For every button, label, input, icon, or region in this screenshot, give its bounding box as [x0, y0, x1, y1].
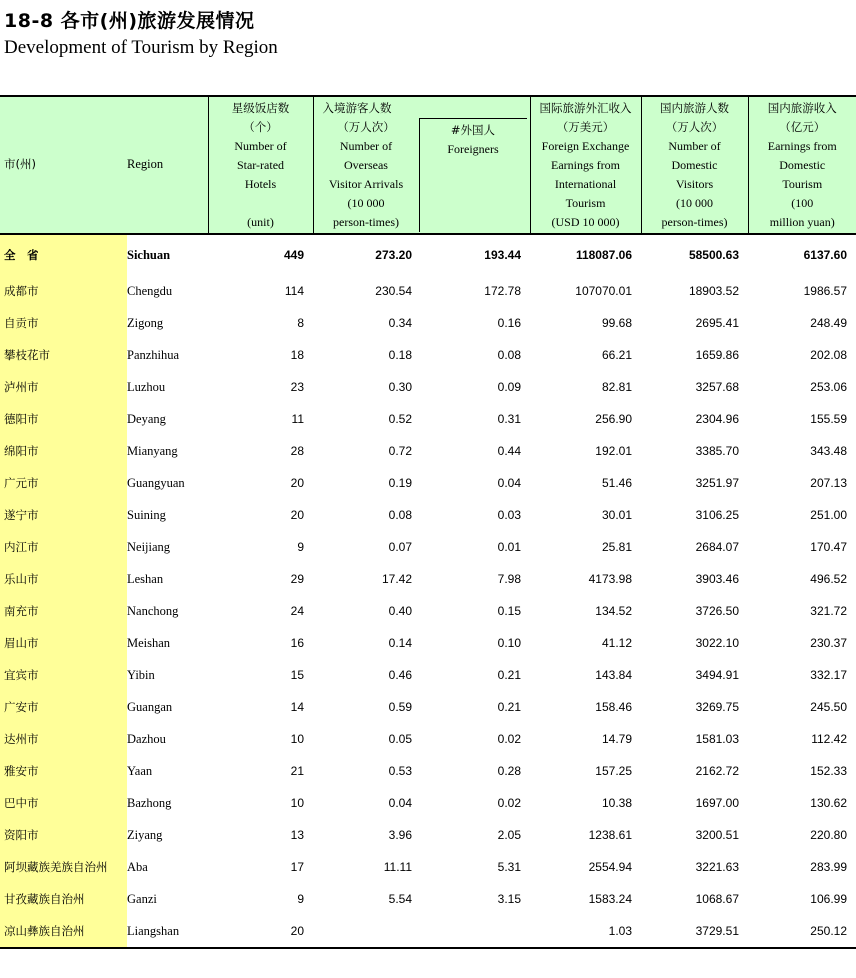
cell-forex: 4173.98 [588, 572, 632, 586]
cell-city: 遂宁市 [0, 499, 127, 531]
cell-region: Ziyang [127, 827, 163, 842]
cell-dom-visitors: 3729.51 [641, 915, 748, 948]
cell-region: Yibin [127, 667, 155, 682]
cell-dom-visitors: 1581.03 [695, 732, 739, 746]
cell-hotels: 17 [290, 860, 304, 874]
cell-city: 巴中市 [0, 787, 127, 819]
cell-hotels: 23 [290, 380, 304, 394]
cell-hotels: 8 [297, 316, 304, 330]
cell-dom-visitors: 3221.63 [695, 860, 739, 874]
cell-dom-earnings: 202.08 [810, 348, 847, 362]
header-region: Region [127, 96, 208, 234]
cell-arrivals: 0.05 [388, 732, 412, 746]
cell-arrivals: 273.20 [375, 248, 412, 262]
cell-arrivals [313, 915, 421, 948]
cell-hotels: 10 [290, 796, 304, 810]
cell-arrivals: 3.96 [388, 828, 412, 842]
table-row [0, 595, 856, 627]
cell-region: Mianyang [127, 443, 178, 458]
cell-region: Aba [127, 859, 148, 874]
table-row [0, 403, 856, 435]
cell-region: Dazhou [127, 731, 166, 746]
cell-dom-visitors: 1697.00 [695, 796, 739, 810]
cell-hotels: 11 [291, 412, 304, 426]
page-title-cn: 18-8 各市(州)旅游发展情况 [4, 10, 255, 32]
cell-foreigners: 0.02 [497, 796, 521, 810]
cell-foreigners: 193.44 [484, 248, 521, 262]
cell-dom-earnings: 130.62 [810, 796, 847, 810]
cell-dom-earnings: 220.80 [810, 828, 847, 842]
cell-region: Meishan [127, 635, 171, 650]
header-foreigners: #外国人 Foreigners [419, 118, 527, 232]
header-domestic-earnings: 国内旅游收入 （亿元） Earnings from Domestic Tourism (100 million yuan) [748, 96, 856, 234]
cell-city: 广元市 [0, 467, 127, 499]
table-row [0, 275, 856, 307]
cell-region: Yaan [127, 763, 153, 778]
cell-forex: 82.81 [601, 380, 632, 394]
cell-region: Guangyuan [127, 475, 185, 490]
cell-forex: 66.21 [601, 348, 632, 362]
cell-foreigners: 0.44 [497, 444, 521, 458]
cell-city: 内江市 [0, 531, 127, 563]
cell-forex: 143.84 [595, 668, 632, 682]
cell-dom-visitors: 3903.46 [695, 572, 739, 586]
cell-city: 甘孜藏族自治州 [0, 883, 127, 915]
cell-foreigners: 7.98 [497, 572, 521, 586]
cell-dom-earnings: 321.72 [810, 604, 847, 618]
cell-dom-visitors: 58500.63 [688, 248, 739, 262]
table-row [0, 499, 856, 531]
table-row [0, 531, 856, 563]
cell-foreigners: 0.21 [497, 668, 521, 682]
cell-dom-visitors: 1659.86 [695, 348, 739, 362]
table-row [0, 627, 856, 659]
cell-foreigners: 0.01 [497, 540, 521, 554]
cell-forex: 1238.61 [588, 828, 632, 842]
cell-dom-visitors: 18903.52 [688, 284, 739, 298]
cell-foreigners: 0.09 [497, 380, 521, 394]
cell-hotels: 15 [290, 668, 304, 682]
cell-foreigners: 0.28 [497, 764, 521, 778]
cell-city: 绵阳市 [0, 435, 127, 467]
cell-dom-visitors: 2684.07 [695, 540, 739, 554]
cell-region: Suining [127, 507, 166, 522]
cell-dom-visitors: 3385.70 [695, 444, 739, 458]
cell-region: Neijiang [127, 539, 171, 554]
cell-foreigners: 0.31 [497, 412, 521, 426]
table-row [0, 371, 856, 403]
cell-foreigners: 0.04 [497, 476, 521, 490]
cell-foreigners: 5.31 [497, 860, 521, 874]
cell-forex: 134.52 [595, 604, 632, 618]
cell-dom-earnings: 207.13 [810, 476, 847, 490]
cell-hotels: 114 [284, 284, 304, 298]
cell-dom-visitors: 3494.91 [695, 668, 739, 682]
cell-dom-visitors: 3726.50 [695, 604, 739, 618]
cell-dom-earnings: 253.06 [810, 380, 847, 394]
cell-hotels: 29 [290, 572, 304, 586]
cell-arrivals: 0.52 [388, 412, 412, 426]
cell-arrivals: 0.46 [388, 668, 412, 682]
cell-dom-visitors: 3022.10 [695, 636, 739, 650]
cell-foreigners: 2.05 [497, 828, 521, 842]
cell-region: Ganzi [127, 891, 157, 906]
cell-hotels: 20 [290, 508, 304, 522]
cell-forex: 30.01 [601, 508, 632, 522]
cell-arrivals: 0.19 [388, 476, 412, 490]
cell-city: 攀枝花市 [0, 339, 127, 371]
cell-hotels: 14 [290, 700, 304, 714]
cell-dom-earnings: 248.49 [810, 316, 847, 330]
table-row [0, 851, 856, 883]
cell-dom-visitors: 2162.72 [695, 764, 739, 778]
cell-city: 乐山市 [0, 563, 127, 595]
cell-city: 德阳市 [0, 403, 127, 435]
table-body [0, 234, 856, 948]
table-row-total [0, 234, 856, 275]
cell-dom-visitors: 3257.68 [695, 380, 739, 394]
cell-dom-earnings: 250.12 [748, 915, 856, 948]
cell-dom-earnings: 106.99 [810, 892, 847, 906]
cell-hotels: 20 [290, 476, 304, 490]
cell-foreigners [421, 915, 530, 948]
cell-hotels: 18 [290, 348, 304, 362]
cell-arrivals: 0.18 [388, 348, 412, 362]
cell-arrivals: 0.40 [388, 604, 412, 618]
cell-arrivals: 17.42 [381, 572, 412, 586]
cell-dom-earnings: 245.50 [810, 700, 847, 714]
cell-forex: 192.01 [595, 444, 632, 458]
cell-forex: 99.68 [601, 316, 632, 330]
table-row [0, 659, 856, 691]
table-row [0, 307, 856, 339]
page-title-en: Development of Tourism by Region [4, 37, 278, 58]
cell-foreigners: 0.16 [497, 316, 521, 330]
header-domestic-visitors: 国内旅游人数 （万人次） Number of Domestic Visitors (10 000 person-times) [641, 96, 748, 234]
cell-region: Panzhihua [127, 347, 180, 362]
cell-hotels: 24 [290, 604, 304, 618]
cell-city: 达州市 [0, 723, 127, 755]
cell-region: Luzhou [127, 379, 166, 394]
cell-forex: 41.12 [601, 636, 632, 650]
cell-hotels: 20 [208, 915, 313, 948]
cell-forex: 51.46 [601, 476, 632, 490]
cell-city: 凉山彝族自治州 [0, 915, 127, 948]
cell-forex: 10.38 [601, 796, 632, 810]
cell-dom-earnings: 332.17 [810, 668, 847, 682]
cell-arrivals: 5.54 [388, 892, 412, 906]
cell-forex: 14.79 [601, 732, 632, 746]
table-row [0, 755, 856, 787]
cell-city: 南充市 [0, 595, 127, 627]
cell-dom-visitors: 3200.51 [695, 828, 739, 842]
cell-dom-earnings: 6137.60 [803, 248, 847, 262]
cell-forex: 107070.01 [575, 284, 632, 298]
cell-forex: 1583.24 [588, 892, 632, 906]
cell-foreigners: 0.15 [497, 604, 521, 618]
cell-dom-visitors: 2304.96 [695, 412, 739, 426]
cell-city: 全 省 [0, 234, 127, 275]
cell-foreigners: 0.21 [497, 700, 521, 714]
cell-foreigners: 0.03 [497, 508, 521, 522]
cell-arrivals: 0.14 [388, 636, 412, 650]
cell-dom-earnings: 152.33 [810, 764, 847, 778]
cell-dom-earnings: 230.37 [810, 636, 847, 650]
cell-dom-earnings: 251.00 [810, 508, 847, 522]
cell-foreigners: 0.08 [497, 348, 521, 362]
cell-dom-visitors: 3269.75 [695, 700, 739, 714]
cell-city: 广安市 [0, 691, 127, 723]
cell-foreigners: 3.15 [497, 892, 521, 906]
cell-arrivals: 0.08 [388, 508, 412, 522]
header-city: 市(州) [0, 96, 127, 234]
cell-city: 泸州市 [0, 371, 127, 403]
cell-region: Chengdu [127, 283, 173, 298]
cell-arrivals: 0.30 [388, 380, 412, 394]
table-row [0, 339, 856, 371]
cell-arrivals: 230.54 [375, 284, 412, 298]
cell-city: 雅安市 [0, 755, 127, 787]
cell-arrivals: 11.11 [383, 860, 412, 874]
cell-foreigners: 172.78 [484, 284, 521, 298]
cell-arrivals: 0.53 [388, 764, 412, 778]
table-row [0, 787, 856, 819]
cell-hotels: 13 [290, 828, 304, 842]
tourism-table [0, 95, 856, 949]
cell-dom-earnings: 170.47 [810, 540, 847, 554]
cell-hotels: 10 [290, 732, 304, 746]
cell-region: Bazhong [127, 795, 172, 810]
cell-hotels: 28 [290, 444, 304, 458]
cell-city: 资阳市 [0, 819, 127, 851]
cell-region: Deyang [127, 411, 166, 426]
cell-region: Leshan [127, 571, 164, 586]
cell-dom-earnings: 343.48 [810, 444, 847, 458]
cell-region: Guangan [127, 699, 173, 714]
cell-dom-visitors: 1068.67 [695, 892, 739, 906]
cell-hotels: 16 [290, 636, 304, 650]
header-forex: 国际旅游外汇收入 （万美元） Foreign Exchange Earnings from International Tourism (USD 10 000) [530, 96, 641, 234]
cell-city: 阿坝藏族羌族自治州 [0, 851, 127, 883]
table-row [0, 691, 856, 723]
header-arrivals-group: 入境游客人数 （万人次） Number of Overseas Visitor Arrivals (10 000 person-times) #外国人 Foreigners [313, 96, 530, 234]
cell-hotels: 21 [290, 764, 304, 778]
table-row [0, 563, 856, 595]
cell-arrivals: 0.07 [388, 540, 412, 554]
cell-foreigners: 0.10 [497, 636, 521, 650]
table-row [0, 467, 856, 499]
cell-city: 成都市 [0, 275, 127, 307]
cell-forex: 118087.06 [575, 248, 632, 262]
table-row [0, 819, 856, 851]
cell-region: Sichuan [127, 247, 171, 262]
table-row [0, 883, 856, 915]
cell-hotels: 9 [297, 892, 304, 906]
table-row [0, 915, 856, 948]
cell-dom-earnings: 496.52 [810, 572, 847, 586]
table-row [0, 435, 856, 467]
cell-city: 自贡市 [0, 307, 127, 339]
cell-dom-visitors: 3251.97 [695, 476, 739, 490]
cell-dom-visitors: 2695.41 [695, 316, 739, 330]
cell-forex: 1.03 [530, 915, 641, 948]
header-hotels: 星级饭店数 （个） Number of Star-rated Hotels (unit) [208, 96, 313, 234]
cell-dom-earnings: 1986.57 [803, 284, 847, 298]
cell-region: Zigong [127, 315, 164, 330]
cell-forex: 157.25 [595, 764, 632, 778]
cell-forex: 2554.94 [588, 860, 632, 874]
cell-hotels: 449 [283, 248, 304, 262]
cell-arrivals: 0.59 [388, 700, 412, 714]
table-row [0, 723, 856, 755]
cell-city: 眉山市 [0, 627, 127, 659]
cell-dom-earnings: 155.59 [810, 412, 847, 426]
cell-arrivals: 0.72 [388, 444, 412, 458]
cell-city: 宜宾市 [0, 659, 127, 691]
cell-arrivals: 0.04 [388, 796, 412, 810]
cell-region: Liangshan [127, 915, 208, 948]
cell-dom-earnings: 112.42 [811, 732, 847, 746]
cell-forex: 256.90 [595, 412, 632, 426]
cell-foreigners: 0.02 [497, 732, 521, 746]
cell-dom-earnings: 283.99 [810, 860, 847, 874]
cell-dom-visitors: 3106.25 [695, 508, 739, 522]
cell-region: Nanchong [127, 603, 179, 618]
cell-arrivals: 0.34 [388, 316, 412, 330]
cell-forex: 158.46 [595, 700, 632, 714]
cell-forex: 25.81 [601, 540, 632, 554]
cell-hotels: 9 [297, 540, 304, 554]
